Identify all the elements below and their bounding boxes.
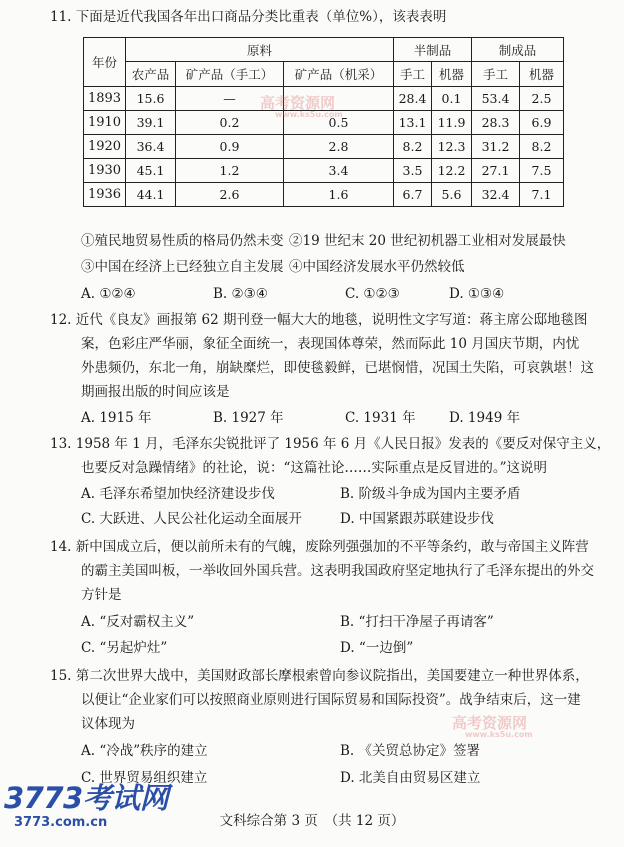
q11-stem: 11. 下面是近代我国各年出口商品分类比重表（单位%），该表表明 [50, 9, 447, 25]
group-header-semi: 半制品 [394, 38, 472, 62]
q11-statement: ③中国在经济上已经独立自主发展 [81, 259, 284, 275]
table-cell: 2.5 [520, 87, 564, 111]
q13-stem-line: 13. 1958 年 1 月，毛泽东尖锐批评了 1956 年 6 月《人民日报》发表的《要反对保守主义， [50, 436, 611, 452]
sub-header: 手工 [472, 62, 520, 87]
site-logo-url: 3773.com.cn [14, 815, 108, 830]
table-cell: 13.1 [394, 111, 432, 135]
table-cell: 15.6 [126, 87, 176, 111]
q14-option-c[interactable]: C. “另起炉灶” [81, 640, 168, 656]
table-cell: 6.7 [394, 183, 432, 207]
q13-option-c[interactable]: C. 大跃进、人民公社化运动全面展开 [81, 511, 302, 527]
page-footer: 文科综合第 3 页 （共 12 页） [219, 813, 405, 829]
table-cell: 11.9 [432, 111, 472, 135]
q15-option-a[interactable]: A. “冷战”秩序的建立 [81, 743, 208, 759]
q11-option-d[interactable]: D. ①③④ [449, 286, 505, 302]
group-header-finished: 制成品 [472, 38, 564, 62]
q12-stem-line: 12. 近代《良友》画报第 62 期刊登一幅大大的地毯，说明性文字写道：蒋主席公邸地毯图 [50, 312, 588, 328]
table-cell: 1.6 [284, 183, 394, 207]
table-cell: 8.2 [394, 135, 432, 159]
watermark-text: 高考资源网 [452, 714, 528, 732]
table-cell: 7.1 [520, 183, 564, 207]
table-cell: 1920 [84, 135, 126, 159]
q13-stem-line: 也要反对急躁情绪》的社论，说：“这篇社论……实际重点是反冒进的。”这说明 [81, 460, 548, 476]
table-cell: 1.2 [176, 159, 284, 183]
table-cell: 2.6 [176, 183, 284, 207]
table-cell: 44.1 [126, 183, 176, 207]
sub-header: 矿产品（手工） [176, 62, 284, 87]
table-cell: 53.4 [472, 87, 520, 111]
q13-option-d[interactable]: D. 中国紧跟苏联建设步伐 [340, 511, 494, 527]
watermark-url: www.ks5u.com [465, 730, 533, 739]
q12-option-d[interactable]: D. 1949 年 [449, 410, 521, 426]
table-cell: 3.5 [394, 159, 432, 183]
table-cell: 12.2 [432, 159, 472, 183]
q15-option-d[interactable]: D. 北美自由贸易区建立 [340, 770, 481, 786]
q12-option-c[interactable]: C. 1931 年 [345, 410, 416, 426]
watermark-url: www.ks5u.com [275, 110, 343, 119]
group-header-raw: 原料 [126, 38, 394, 62]
q14-stem-line: 的霸主美国叫板，一举收回外国兵营。这表明我国政府坚定地执行了毛泽东提出的外交 [81, 563, 594, 579]
q11-statement: ①殖民地贸易性质的格局仍然未变 [81, 233, 284, 249]
export-table [83, 37, 564, 207]
sub-header: 手工 [394, 62, 432, 87]
table-cell: 0.1 [432, 87, 472, 111]
table-cell: 0.2 [176, 111, 284, 135]
year-header: 年份 [84, 38, 126, 87]
table-cell: 1910 [84, 111, 126, 135]
q11-option-c[interactable]: C. ①②③ [345, 286, 400, 302]
table-cell: 1930 [84, 159, 126, 183]
q14-option-a[interactable]: A. “反对霸权主义” [81, 614, 195, 630]
table-cell: 2.8 [284, 135, 394, 159]
q12-stem-line: 案，色彩庄严华丽，象征全面统一，表现国体尊荣，然而际此 10 月国庆节期，内忧 [81, 336, 580, 352]
table-cell: 28.4 [394, 87, 432, 111]
table-cell: 5.6 [432, 183, 472, 207]
sub-header: 农产品 [126, 62, 176, 87]
q13-option-a[interactable]: A. 毛泽东希望加快经济建设步伐 [81, 486, 275, 502]
q15-stem-line: 议体现为 [81, 716, 135, 732]
sub-header: 机器 [432, 62, 472, 87]
table-cell: 6.9 [520, 111, 564, 135]
q14-option-d[interactable]: D. “一边倒” [340, 640, 414, 656]
table-cell: 36.4 [126, 135, 176, 159]
q12-stem-line: 外患频仍，东北一角，崩缺糜烂，即使毯毅鲜，已堪悯惜，况国土失陷，可哀孰堪！这 [81, 360, 594, 376]
table-row [84, 135, 564, 159]
q12-option-b[interactable]: B. 1927 年 [213, 410, 284, 426]
table-cell: 32.4 [472, 183, 520, 207]
q14-option-b[interactable]: B. “打扫干净屋子再请客” [340, 614, 494, 630]
table-cell: 12.3 [432, 135, 472, 159]
table-row [84, 159, 564, 183]
q14-stem-line: 14. 新中国成立后，便以前所未有的气魄，废除列强强加的不平等条约，敢与帝国主义阵营 [50, 539, 589, 555]
q11-option-a[interactable]: A. ①②④ [81, 286, 136, 302]
table-cell: 0.9 [176, 135, 284, 159]
table-cell: 45.1 [126, 159, 176, 183]
sub-header: 机器 [520, 62, 564, 87]
q11-option-b[interactable]: B. ②③④ [213, 286, 268, 302]
q15-stem-line: 以便让“企业家们可以按照商业原则进行国际贸易和国际投资”。战争结束后，这一建 [81, 692, 581, 708]
q15-option-b[interactable]: B. 《关贸总协定》签署 [340, 743, 481, 759]
q15-stem-line: 15. 第二次世界大战中，美国财政部长摩根索曾向参议院指出，美国要建立一种世界体系， [50, 668, 589, 684]
table-cell: 27.1 [472, 159, 520, 183]
site-logo: 3773考试网 [4, 781, 169, 815]
table-cell: 8.2 [520, 135, 564, 159]
table-cell: 28.3 [472, 111, 520, 135]
table-row [84, 183, 564, 207]
q11-statement: ④中国经济发展水平仍然较低 [289, 259, 465, 275]
table-cell: 1893 [84, 87, 126, 111]
table-cell: 39.1 [126, 111, 176, 135]
q12-option-a[interactable]: A. 1915 年 [81, 410, 152, 426]
table-cell: 3.4 [284, 159, 394, 183]
table-cell: — [176, 87, 284, 111]
table-cell: 7.5 [520, 159, 564, 183]
table-cell: 1936 [84, 183, 126, 207]
watermark-text: 高考资源网 [260, 94, 336, 112]
table-cell: 31.2 [472, 135, 520, 159]
q12-stem-line: 期画报出版的时间应该是 [81, 384, 230, 400]
q13-option-b[interactable]: B. 阶级斗争成为国内主要矛盾 [340, 486, 521, 502]
q15-option-c[interactable]: C. 世界贸易组织建立 [81, 770, 208, 786]
q11-statement: ②19 世纪末 20 世纪初机器工业相对发展最快 [289, 233, 566, 249]
table-cell: 0.5 [284, 111, 394, 135]
sub-header: 矿产品（机采） [284, 62, 394, 87]
q14-stem-line: 方针是 [81, 587, 122, 603]
